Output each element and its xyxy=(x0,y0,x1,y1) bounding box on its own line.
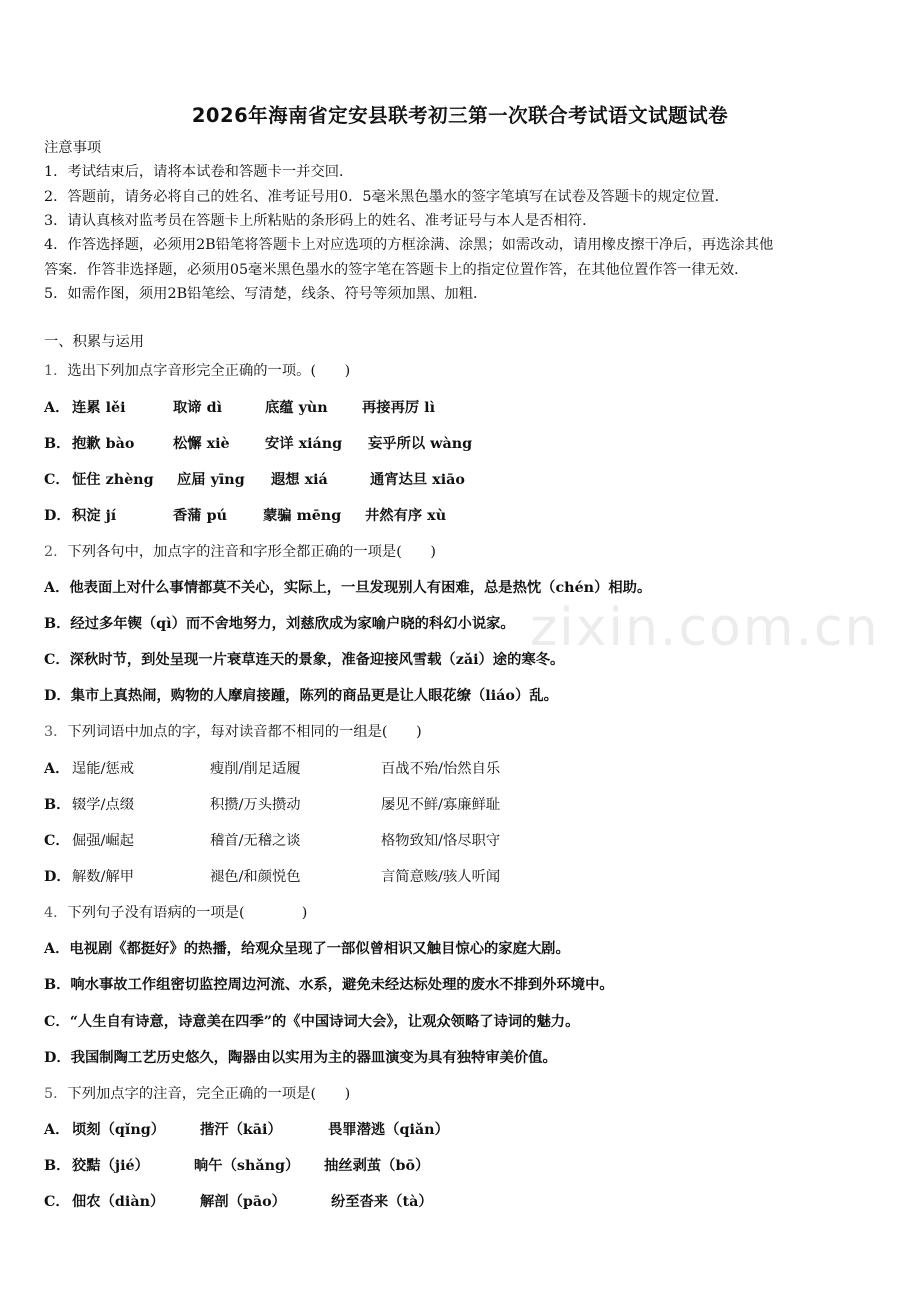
option-label: D． xyxy=(44,688,71,704)
option-cell: 通宵达旦 xiāo xyxy=(370,472,465,488)
question-text: 下列句子没有语病的一项是( ) xyxy=(67,905,308,921)
option-label: C． xyxy=(44,652,70,668)
question-3-stem xyxy=(44,722,422,742)
option-label: B． xyxy=(44,436,71,452)
option-cell: 抱歉 bào xyxy=(72,436,135,452)
option-cell: 纷至沓来（tà） xyxy=(331,1194,433,1210)
option-label: A． xyxy=(44,580,70,596)
option-label: D． xyxy=(44,1050,71,1066)
question-number: 5． xyxy=(44,1086,68,1102)
option-row xyxy=(44,939,570,959)
option-row xyxy=(44,650,564,670)
option-cell: 取谛 dì xyxy=(173,400,222,416)
option-label: A． xyxy=(44,1122,70,1138)
option-text: 集市上真热闹，购物的人摩肩接踵，陈列的商品更是让人眼花缭（liáo）乱。 xyxy=(70,688,558,704)
question-text: 下列各句中，加点字的注音和字形全都正确的一项是( ) xyxy=(67,544,436,560)
option-cell: 妄乎所以 wàng xyxy=(368,436,473,452)
option-cell: 蒙骗 mēng xyxy=(263,508,342,524)
option-label: A． xyxy=(44,761,70,777)
option-cell: 瘦削/削足适履 xyxy=(210,761,301,777)
option-cell: 安详 xiáng xyxy=(265,436,343,452)
option-cell: 佃农（diàn） xyxy=(72,1194,165,1210)
option-text: 深秋时节，到处呈现一片衰草连天的景象，准备迎接风雪载（zǎi）途的寒冬。 xyxy=(69,652,565,668)
option-label: B． xyxy=(44,977,71,993)
question-number: 2． xyxy=(44,544,68,560)
notice-item-3: 3．请认真核对监考员在答题卡上所粘贴的条形码上的姓名、准考证号与本人是否相符． xyxy=(44,213,597,229)
option-cell: 屡见不鲜/寡廉鲜耻 xyxy=(381,797,501,813)
option-label: D． xyxy=(44,869,71,885)
option-cell: 顷刻（qǐng） xyxy=(72,1122,166,1138)
question-text: 下列词语中加点的字，每对读音都不相同的一组是( ) xyxy=(67,724,422,740)
document-title: 2026年海南省定安县联考初三第一次联合考试语文试题试卷 xyxy=(191,104,729,127)
notice-item-4-continued: 答案．作答非选择题，必须用05毫米黑色墨水的签字笔在答题卡上的指定位置作答，在其他位置作答一律无效． xyxy=(44,262,749,278)
option-cell: 晌午（shǎng） xyxy=(194,1158,300,1174)
option-label: B． xyxy=(44,797,71,813)
notice-item-2: 2．答题前，请务必将自己的姓名、准考证号用0．5毫米黑色墨水的签字笔填写在试卷及答题卡的规定位置． xyxy=(44,189,729,205)
option-label: C． xyxy=(44,1194,70,1210)
option-cell: 倔强/崛起 xyxy=(72,833,135,849)
option-text: 经过多年锲（qì）而不舍地努力，刘慈欣成为家喻户晓的科幻小说家。 xyxy=(70,616,515,632)
option-cell: 应届 yīng xyxy=(177,472,245,488)
option-cell: 井然有序 xù xyxy=(365,508,447,524)
notice-item-5: 5．如需作图，须用2B铅笔绘、写清楚，线条、符号等须加黑、加粗． xyxy=(44,286,488,302)
option-cell: 松懈 xiè xyxy=(173,436,230,452)
option-cell: 抽丝剥茧（bō） xyxy=(324,1158,430,1174)
option-text: 我国制陶工艺历史悠久，陶器由以实用为主的器皿演变为具有独特审美价值。 xyxy=(70,1050,557,1066)
notice-item-4: 4．作答选择题，必须用2B铅笔将答题卡上对应选项的方框涂满、涂黑；如需改动，请用橡皮擦干净后，再选涂其他 xyxy=(44,237,774,253)
option-cell: 格物致知/恪尽职守 xyxy=(381,833,501,849)
notice-item-1: 1．考试结束后，请将本试卷和答题卡一并交回． xyxy=(44,164,354,180)
option-cell: 积淀 jí xyxy=(72,508,117,524)
option-text: 他表面上对什么事情都莫不关心，实际上，一旦发现别人有困难，总是热忱（chén）相助。 xyxy=(69,580,652,596)
option-cell: 解数/解甲 xyxy=(72,869,135,885)
option-cell: 解剖（pāo） xyxy=(200,1194,286,1210)
option-label: D． xyxy=(44,508,71,524)
option-row xyxy=(44,1048,557,1068)
option-cell: 言简意赅/骇人听闻 xyxy=(381,869,501,885)
option-cell: 畏罪潜逃（qiǎn） xyxy=(328,1122,449,1138)
question-2-stem xyxy=(44,542,436,562)
question-number: 4． xyxy=(44,905,68,921)
option-row xyxy=(44,686,558,706)
option-cell: 香蒲 pú xyxy=(173,508,227,524)
option-text: “人生自有诗意，诗意美在四季”的《中国诗词大会》，让观众领略了诗词的魅力。 xyxy=(69,1014,580,1030)
option-row xyxy=(44,975,614,995)
option-row xyxy=(44,578,651,598)
option-cell: 怔住 zhèng xyxy=(72,472,154,488)
option-cell: 辍学/点缀 xyxy=(72,797,135,813)
option-row xyxy=(44,614,515,634)
option-cell: 百战不殆/怡然自乐 xyxy=(381,761,501,777)
watermark: zixin.com.cn xyxy=(530,598,880,658)
question-text: 选出下列加点字音形完全正确的一项。( ) xyxy=(67,363,351,379)
option-cell: 连累 lěi xyxy=(72,400,126,416)
option-cell: 再接再厉 lì xyxy=(362,400,436,416)
option-label: B． xyxy=(44,616,71,632)
option-label: C． xyxy=(44,833,70,849)
question-1-stem xyxy=(44,361,350,381)
option-cell: 稽首/无稽之谈 xyxy=(210,833,301,849)
option-cell: 逞能/惩戒 xyxy=(72,761,135,777)
option-label: C． xyxy=(44,1014,70,1030)
option-row xyxy=(44,1012,579,1032)
option-cell: 褪色/和颜悦色 xyxy=(210,869,301,885)
option-label: B． xyxy=(44,1158,71,1174)
notice-heading: 注意事项 xyxy=(44,140,102,156)
option-cell: 积攒/万头攒动 xyxy=(210,797,301,813)
option-label: A． xyxy=(44,400,70,416)
question-text: 下列加点字的注音，完全正确的一项是( ) xyxy=(67,1086,351,1102)
option-text: 电视剧《都挺好》的热播，给观众呈现了一部似曾相识又触目惊心的家庭大剧。 xyxy=(69,941,570,957)
section-title: 一、积累与运用 xyxy=(44,334,145,350)
option-cell: 狡黠（jié） xyxy=(72,1158,149,1174)
option-text: 响水事故工作组密切监控周边河流、水系，避免未经达标处理的废水不排到外环境中。 xyxy=(70,977,614,993)
option-cell: 遐想 xiá xyxy=(271,472,328,488)
question-number: 3． xyxy=(44,724,68,740)
option-label: C． xyxy=(44,472,70,488)
option-cell: 揩汗（kāi） xyxy=(200,1122,282,1138)
question-4-stem xyxy=(44,903,307,923)
option-label: A． xyxy=(44,941,70,957)
question-number: 1． xyxy=(44,363,68,379)
option-cell: 底蕴 yùn xyxy=(265,400,328,416)
question-5-stem xyxy=(44,1084,350,1104)
